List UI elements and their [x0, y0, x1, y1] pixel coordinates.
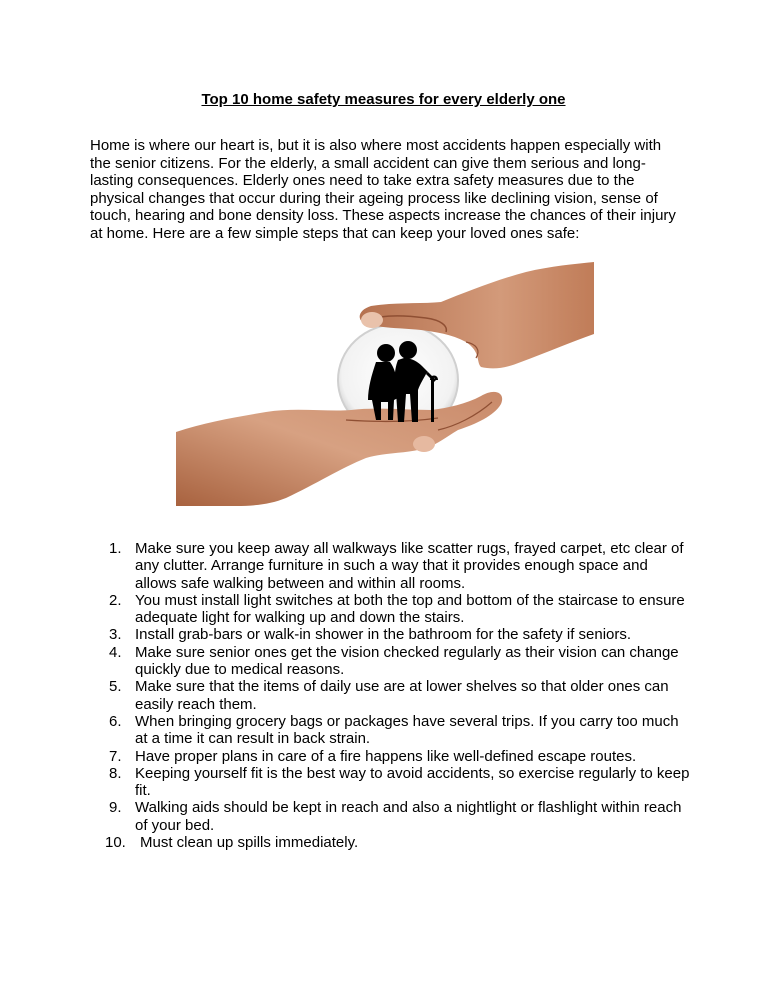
list-item-number: 1.: [109, 540, 122, 557]
list-item: [90, 748, 690, 765]
list-item-number: 2.: [109, 591, 122, 609]
list-item: [90, 626, 690, 643]
list-item-number: 8.: [109, 764, 122, 782]
document-title: Top 10 home safety measures for every elderly one: [201, 91, 566, 108]
list-item-number: 10.: [105, 834, 126, 852]
list-item-text: Must clean up spills immediately.: [140, 834, 359, 852]
list-item: [90, 644, 690, 679]
hands-protecting-elderly-icon: [176, 262, 594, 506]
safety-steps-list: [90, 540, 690, 851]
list-item-number: 4.: [109, 643, 122, 661]
list-item-number: 7.: [109, 747, 122, 765]
list-item-text: When bringing grocery bags or packages have several trips. If you carry too much at a time it can result in back strain.: [135, 712, 679, 748]
bottom-hand: [176, 392, 502, 506]
list-item: [90, 765, 690, 800]
list-item-text: Make sure senior ones get the vision checked regularly as their vision can change quickly due to medical reasons.: [135, 643, 679, 679]
list-item-text: Make sure that the items of daily use are at lower shelves so that older ones can easily reach them.: [135, 678, 669, 713]
list-item: [90, 713, 690, 748]
list-item: [90, 592, 690, 627]
list-item-text: Have proper plans in care of a fire happens like well-defined escape routes.: [135, 747, 637, 765]
list-item-number: 5.: [109, 678, 122, 696]
list-item: [90, 678, 690, 713]
list-item-text: Make sure you keep away all walkways like scatter rugs, frayed carpet, etc clear of any clutter. Arrange furniture in such a way that it provides enough space and allows safe walking between and within all rooms.: [135, 540, 684, 592]
list-item: [90, 540, 690, 592]
list-item-text: Install grab-bars or walk-in shower in the bathroom for the safety if seniors.: [135, 626, 632, 644]
intro-paragraph: Home is where our heart is, but it is also where most accidents happen especially with the senior citizens. For the elderly, a small accident can give them serious and long-lasting consequences. Elderly ones need to take extra safety measures due to the physical changes that occur during their ageing process like declining vision, sense of touch, hearing and bone density loss. These aspects increase the chances of their injury at home. Here are a few simple steps that can keep your loved ones safe:: [90, 137, 676, 242]
list-item-number: 6.: [109, 712, 122, 730]
list-item-text: Keeping yourself fit is the best way to avoid accidents, so exercise regularly to keep fit.: [135, 764, 690, 800]
list-item-text: You must install light switches at both the top and bottom of the staircase to ensure adequate light for walking up and down the stairs.: [135, 591, 685, 627]
list-item: [90, 834, 690, 851]
list-item: [90, 799, 690, 834]
list-item-number: 9.: [109, 799, 122, 817]
list-item-text: Walking aids should be kept in reach and also a nightlight or flashlight within reach of your bed.: [135, 799, 682, 834]
list-item-number: 3.: [109, 626, 122, 644]
